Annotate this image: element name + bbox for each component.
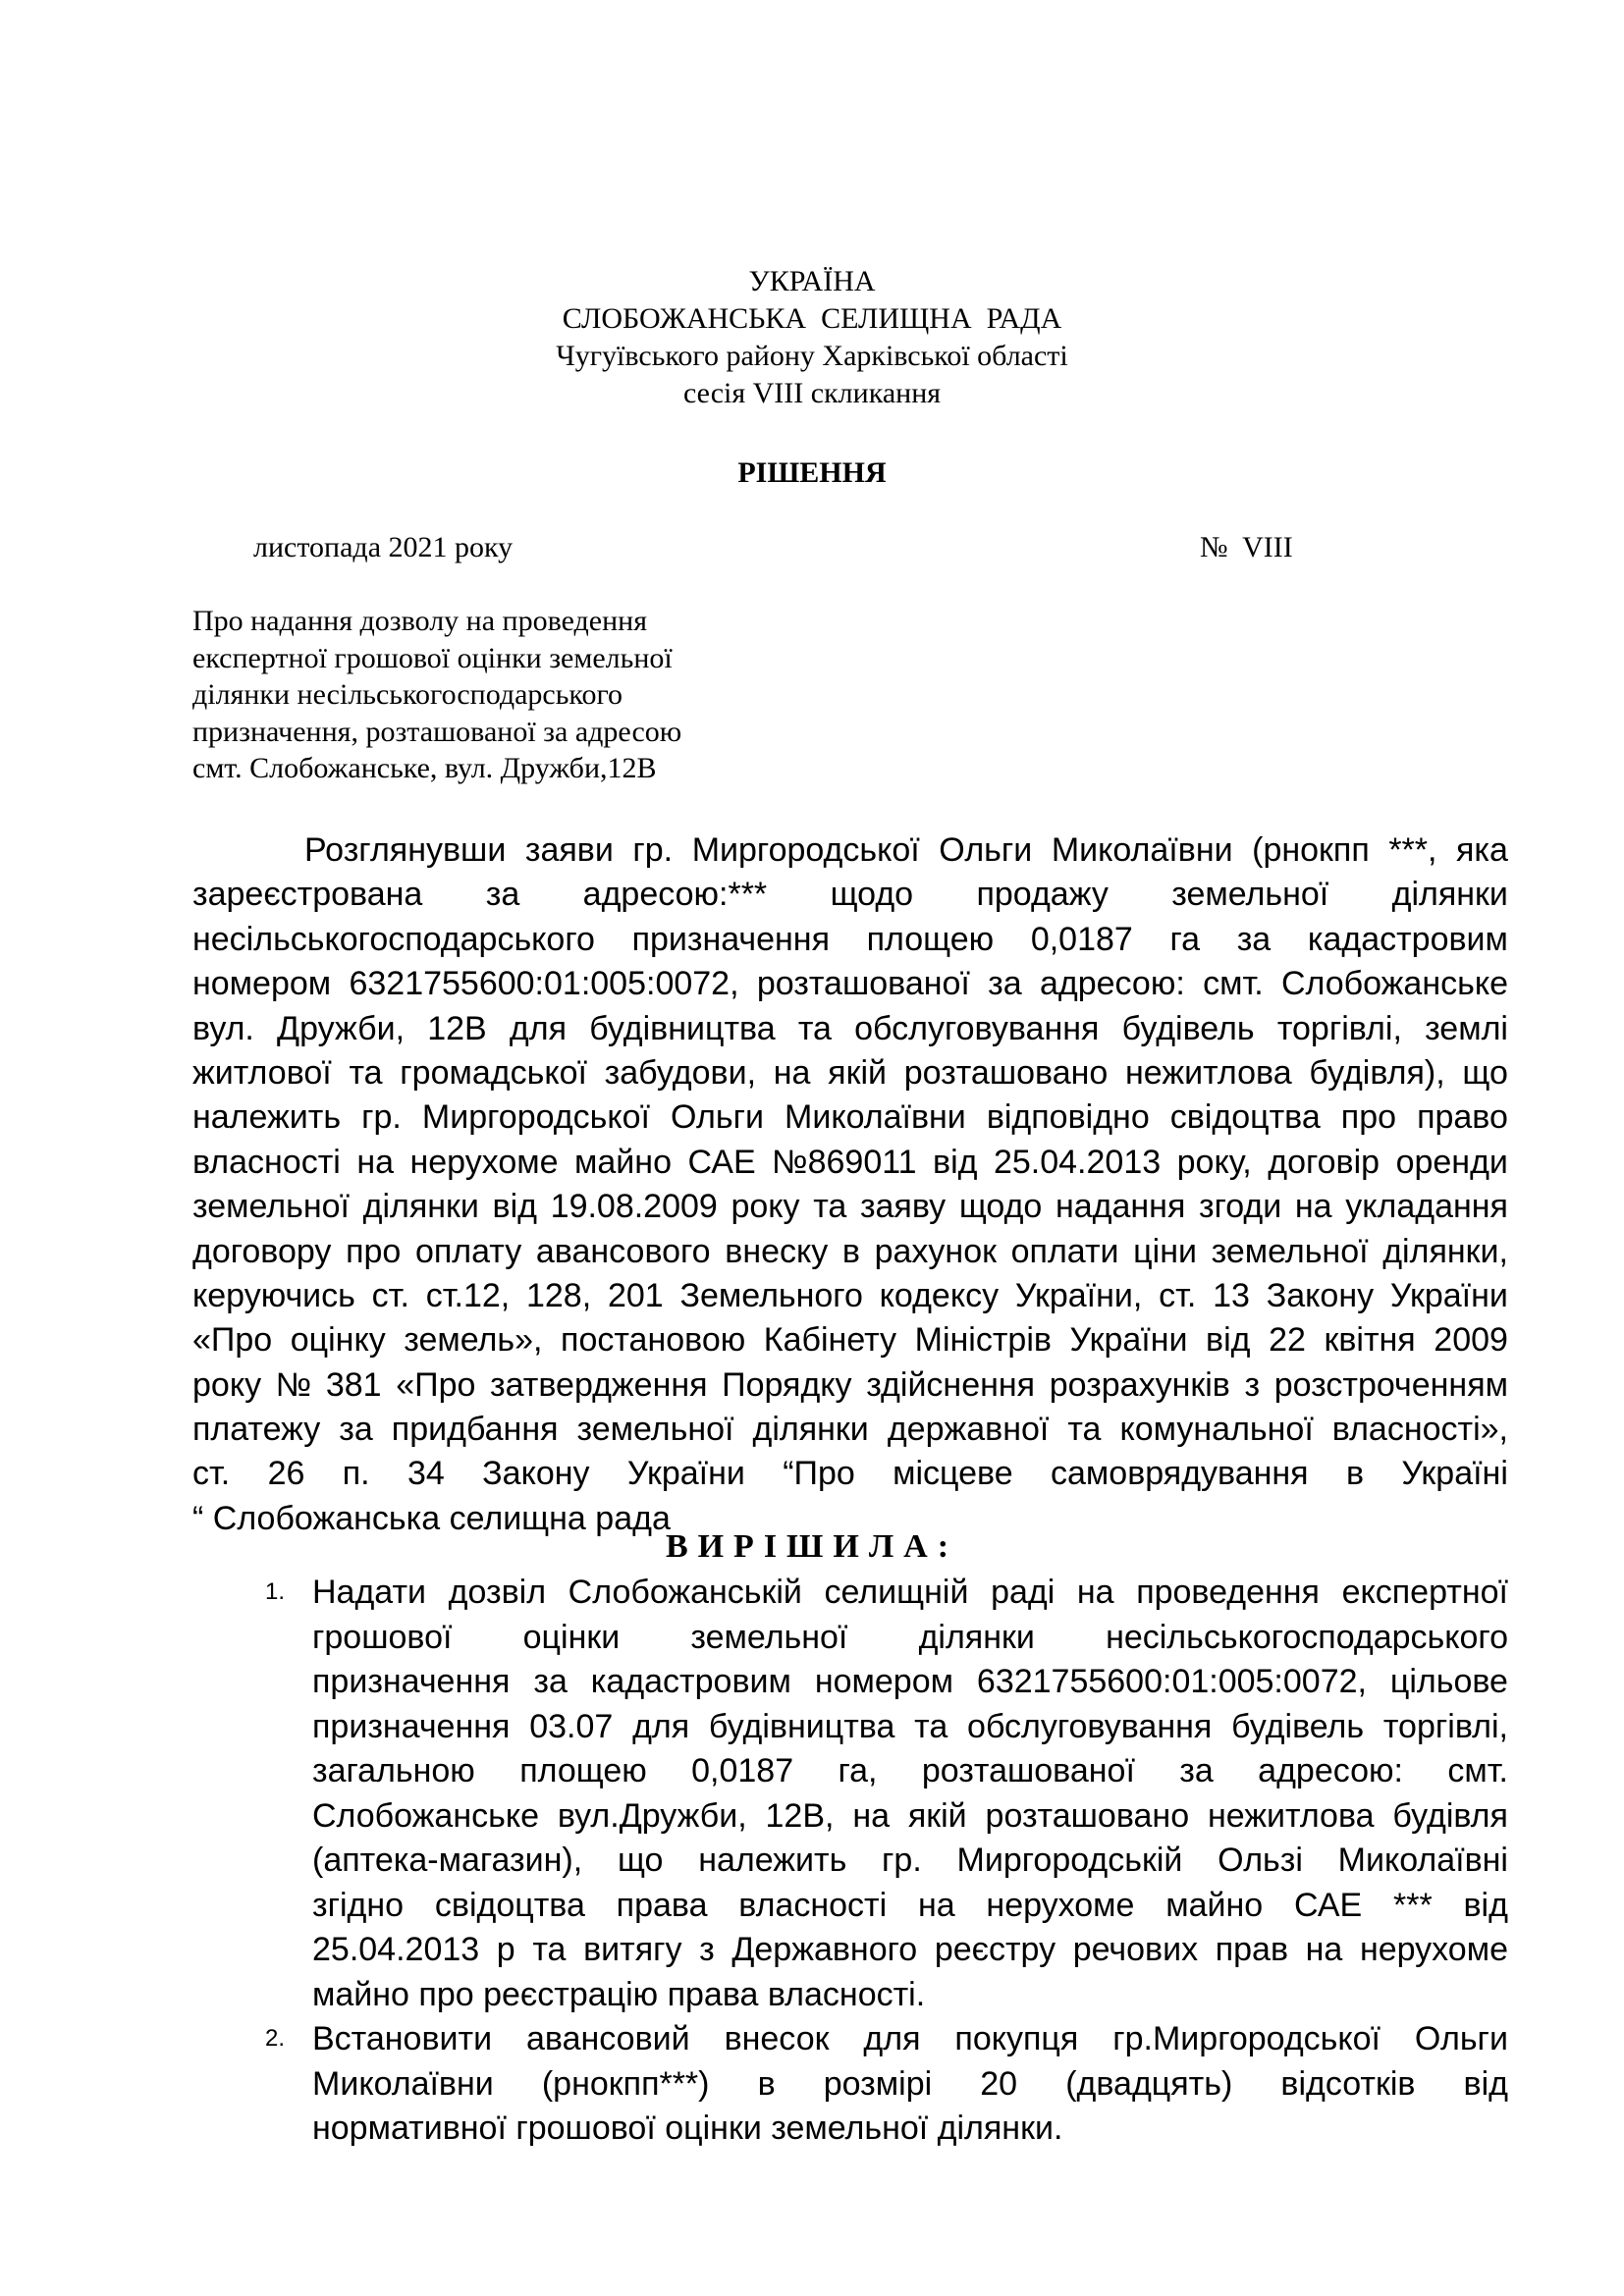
item-line: нормативної грошової оцінки земельної ділянки. bbox=[312, 2109, 1063, 2147]
resolution-list bbox=[192, 1571, 1508, 2152]
decision-subject bbox=[192, 603, 681, 787]
preamble-line: земельної ділянки від 19.08.2009 року та заяву щодо надання згоди на укладання bbox=[192, 1188, 1508, 1226]
preamble-line: “ Слобожанська селищна рада bbox=[192, 1499, 671, 1537]
item-text bbox=[312, 2017, 1508, 2152]
district-name: Чугуївського району Харківської області bbox=[556, 340, 1068, 372]
item-line: Надати дозвіл Слобожанській селищній раді на проведення експертної bbox=[312, 1574, 1508, 1611]
item-text bbox=[312, 1571, 1508, 2017]
preamble-line: року № 381 «Про затвердження Порядку здійснення розрахунків з розстроченням bbox=[192, 1365, 1508, 1404]
item-number: 1. bbox=[265, 1578, 286, 1605]
preamble-line: договору про оплату авансового внеску в рахунок оплати ціни земельної ділянки, bbox=[192, 1232, 1508, 1270]
subject-line: смт. Слобожанське, вул. Дружби,12В bbox=[192, 752, 657, 784]
preamble-line: власності на нерухоме майно САЕ №869011 від 25.04.2013 року, договір оренди bbox=[192, 1143, 1508, 1181]
subject-line: експертної грошової оцінки земельної bbox=[192, 641, 673, 674]
item-line: грошової оцінки земельної ділянки несільськогосподарського bbox=[312, 1618, 1508, 1656]
item-line: 25.04.2013 р та витягу з Державного реєстру речових прав на нерухоме bbox=[312, 1931, 1508, 1968]
preamble-line: належить гр. Миргородської Ольги Миколаївни відповідно свідоцтва про право bbox=[192, 1098, 1508, 1137]
preamble-line: Розглянувши заяви гр. Миргородської Ольги Миколаївни (рнокпп ***, яка bbox=[304, 831, 1508, 869]
resolution-item bbox=[192, 2017, 1508, 2152]
resolved-heading: ВИРІШИЛА: bbox=[665, 1528, 959, 1565]
preamble-line: керуючись ст. ст.12, 128, 201 Земельного кодексу України, ст. 13 Закону України bbox=[192, 1276, 1508, 1314]
subject-line: Про надання дозволу на проведення bbox=[192, 605, 647, 637]
document-header bbox=[0, 263, 1624, 412]
item-line: призначення за кадастровим номером 6321755600:01:005:0072, цільове bbox=[312, 1663, 1508, 1700]
item-line: майно про реєстрацію права власності. bbox=[312, 1975, 926, 2013]
preamble-line: несільськогосподарського призначення площею 0,0187 га за кадастровим bbox=[192, 920, 1508, 958]
preamble-paragraph bbox=[192, 828, 1508, 1541]
item-line: (аптека-магазин), що належить гр. Миргородській Ользі Миколаївні bbox=[312, 1842, 1508, 1879]
item-line: Слобожанське вул.Дружби, 12В, на якій розташовано нежитлова будівля bbox=[312, 1796, 1508, 1835]
council-name: СЛОБОЖАНСЬКА СЕЛИЩНА РАДА bbox=[562, 302, 1062, 335]
country-name: УКРАЇНА bbox=[748, 265, 876, 297]
item-line: згідно свідоцтва права власності на нерухоме майно САЕ *** від bbox=[312, 1886, 1508, 1924]
subject-line: ділянки несільськогосподарського bbox=[192, 678, 623, 711]
session-name: сесія VIII скликання bbox=[682, 377, 942, 409]
item-line: Встановити авансовий внесок для покупця гр.Миргородської Ольги bbox=[312, 2020, 1508, 2057]
subject-line: призначення, розташованої за адресою bbox=[192, 715, 682, 748]
item-line: призначення 03.07 для будівництва та обслуговування будівель торгівлі, bbox=[312, 1707, 1508, 1745]
preamble-line: «Про оцінку земель», постановою Кабінету Міністрів України від 22 квітня 2009 bbox=[192, 1321, 1508, 1360]
decision-number: № VIII bbox=[1200, 531, 1293, 563]
resolution-item bbox=[192, 1571, 1508, 2017]
preamble-line: вул. Дружби, 12В для будівництва та обслуговування будівель торгівлі, землі bbox=[192, 1009, 1508, 1047]
preamble-line: номером 6321755600:01:005:0072, розташованої за адресою: смт. Слобожанське bbox=[192, 965, 1508, 1003]
decision-date: листопада 2021 року bbox=[253, 531, 514, 563]
item-line: загальною площею 0,0187 га, розташованої за адресою: смт. bbox=[312, 1752, 1508, 1789]
item-line: Миколаївни (рнокпп***) в розмірі 20 (двадцять) відсотків від bbox=[312, 2064, 1508, 2103]
preamble-line: ст. 26 п. 34 Закону України “Про місцеве самоврядування в Україні bbox=[192, 1455, 1508, 1493]
decision-title: РІШЕННЯ bbox=[737, 456, 887, 489]
preamble-line: зареєстрована за адресою:*** щодо продажу земельної ділянки bbox=[192, 876, 1508, 914]
preamble-line: платежу за придбання земельної ділянки державної та комунальної власності», bbox=[192, 1411, 1508, 1449]
item-number: 2. bbox=[265, 2025, 286, 2052]
preamble-line: житлової та громадської забудови, на якій розташовано нежитлова будівля), що bbox=[192, 1053, 1508, 1092]
